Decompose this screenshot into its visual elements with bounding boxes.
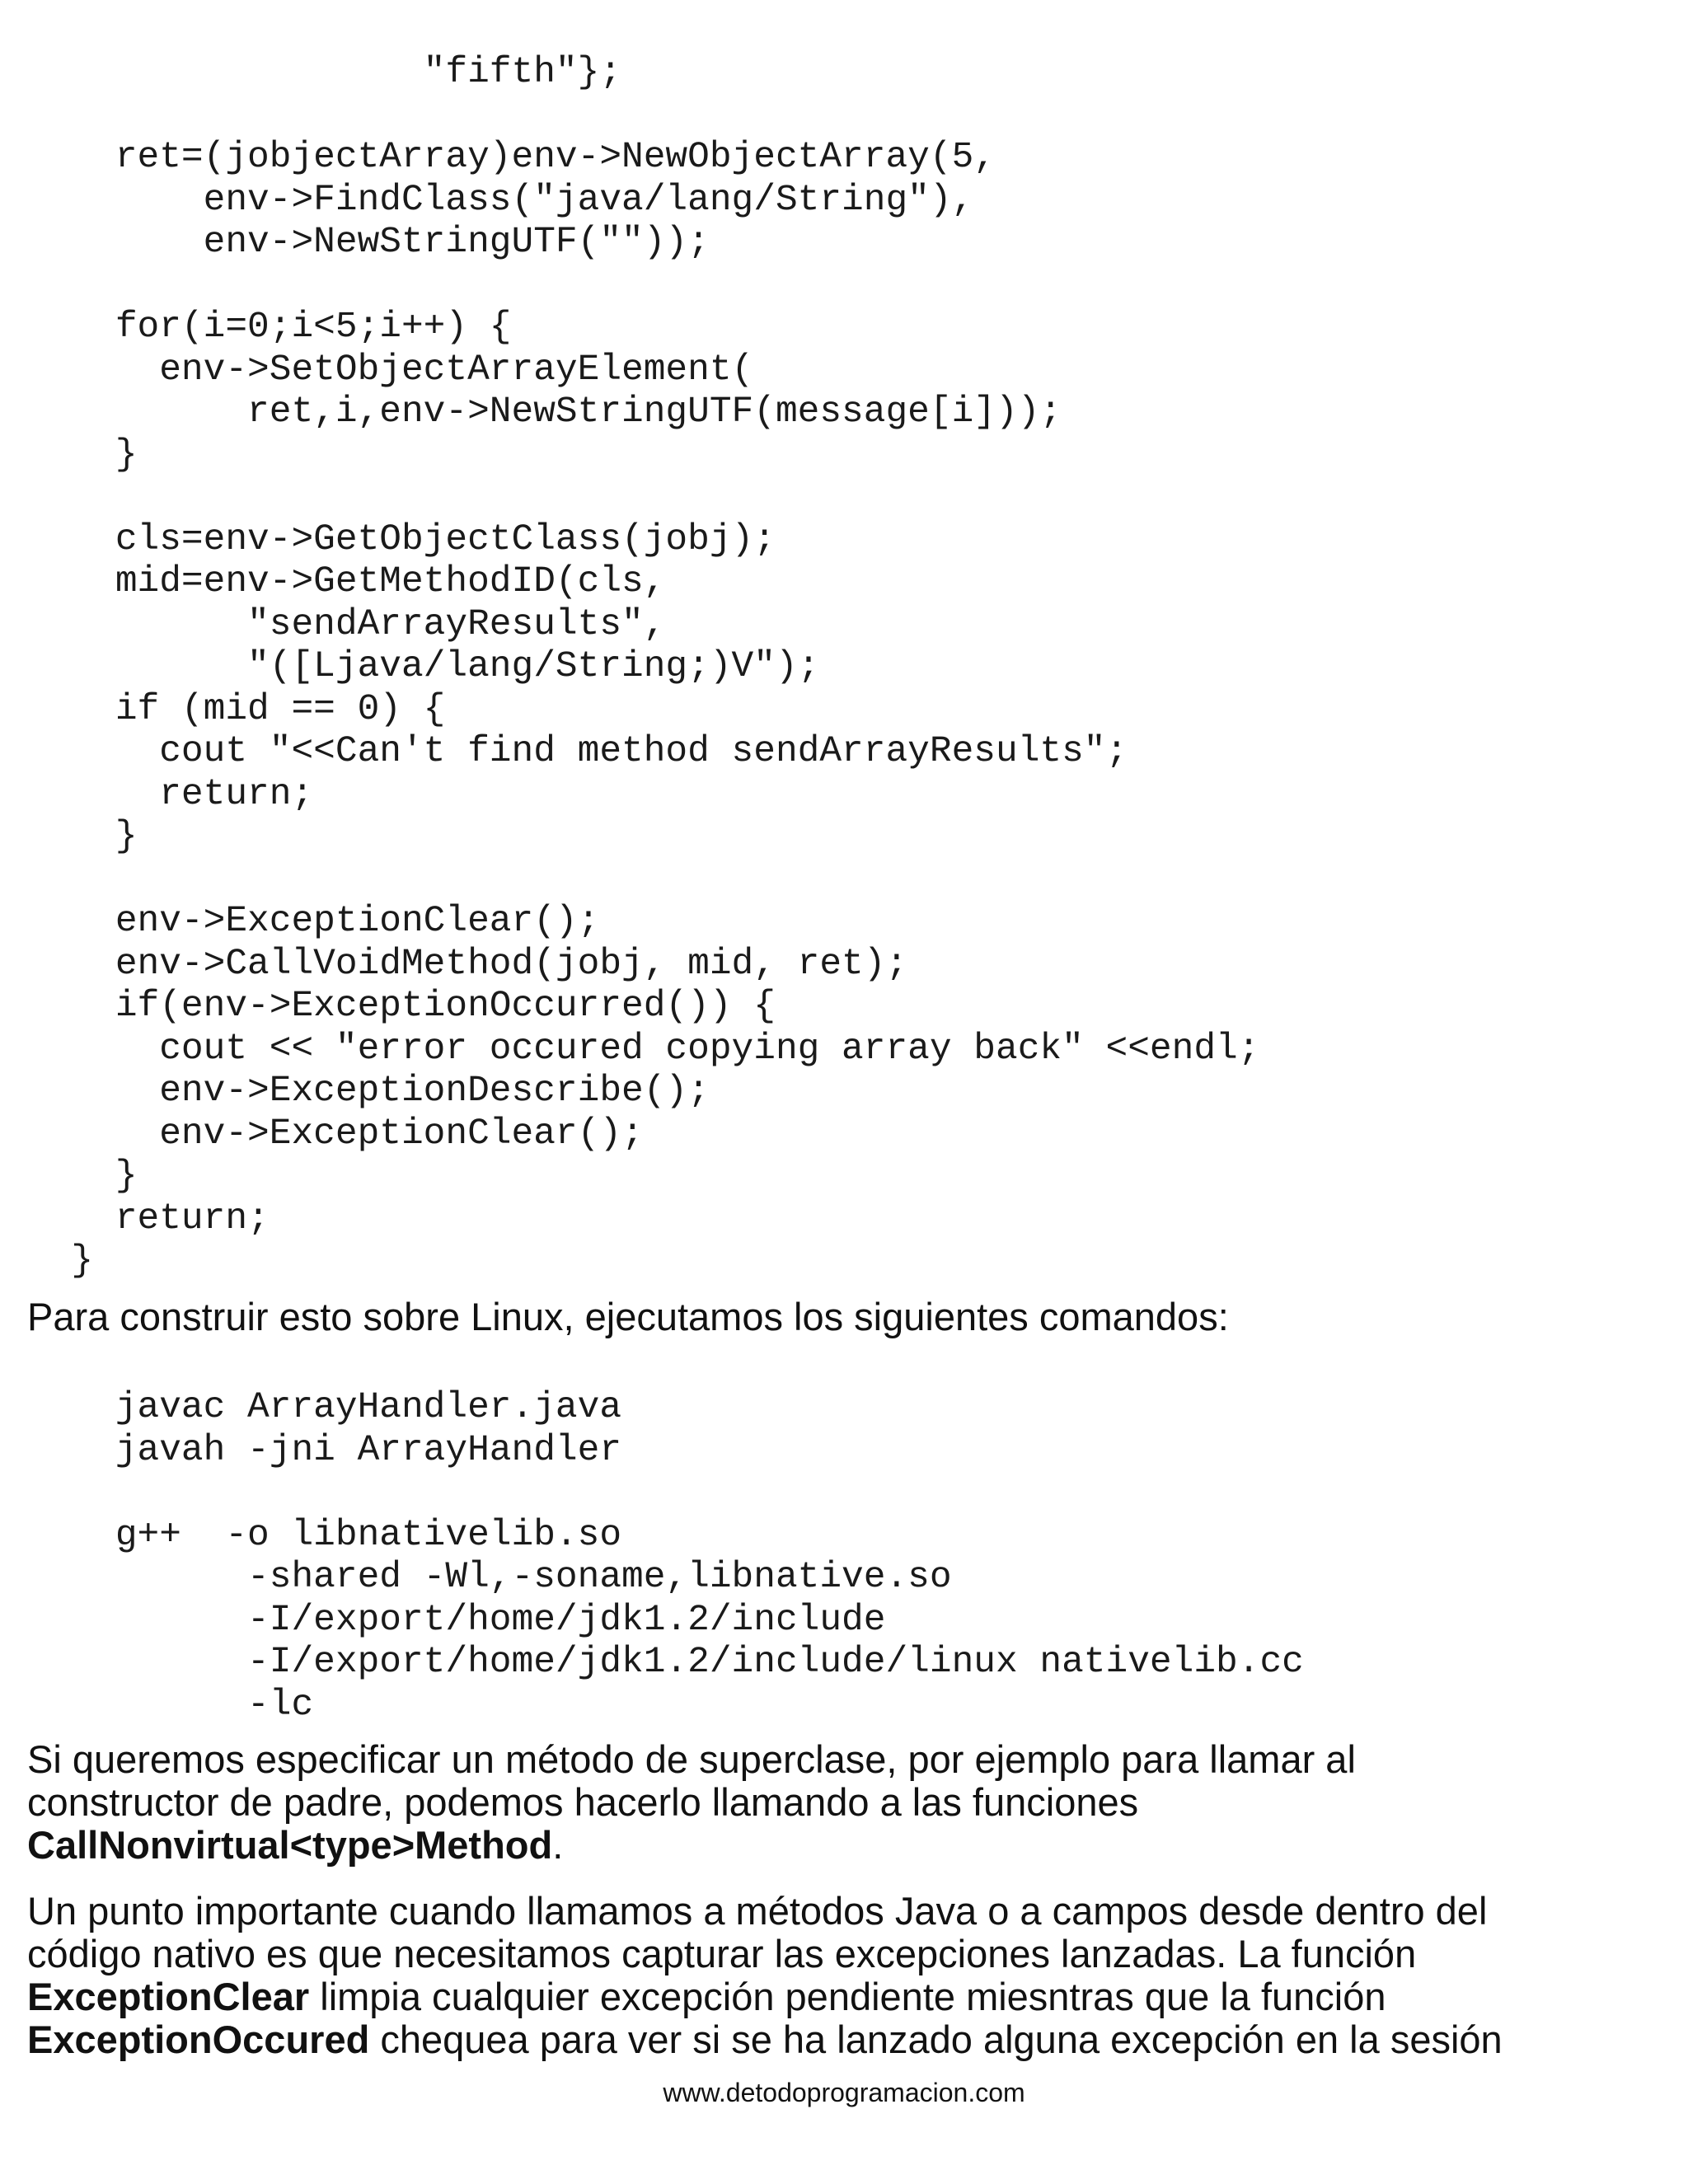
code-line [27,476,1259,519]
function-name-bold: CallNonvirtual<type>Method [27,1823,553,1867]
function-name-bold: ExceptionOccured [27,2018,370,2061]
code-line [27,95,1259,138]
code-line: env->ExceptionDescribe(); [27,1071,710,1112]
paragraph-text: limpia cualquier excepción pendiente miesntras que la función [309,1975,1386,2018]
code-line: env->ExceptionClear(); [27,1113,644,1155]
paragraph-text: . [552,1823,564,1867]
paragraph-line: constructor de padre, podemos hacerlo llamando a las funciones [27,1780,1139,1824]
code-line: env->CallVoidMethod(jobj, mid, ret); [27,943,908,985]
code-line: env->SetObjectArrayElement( [27,349,754,391]
code-line: } [27,1240,94,1282]
code-line: cls=env->GetObjectClass(jobj); [27,518,776,560]
code-line [27,1472,1304,1515]
paragraph-superclass [27,1738,1356,1867]
code-line: for(i=0;i<5;i++) { [27,307,512,348]
code-line [27,265,1259,307]
function-name-bold: ExceptionClear [27,1975,310,2018]
code-line: ret=(jobjectArray)env->NewObjectArray(5, [27,137,996,178]
code-line: "fifth"}; [27,52,622,93]
code-line: mid=env->GetMethodID(cls, [27,561,666,602]
code-line: return; [27,1197,270,1240]
paragraph-line: Si queremos especificar un método de superclase, por ejemplo para llamar al [27,1737,1356,1781]
code-block-build-commands [27,1387,1304,1727]
paragraph-line [27,1975,1503,2018]
paragraph-exceptions [27,1890,1503,2061]
code-line: -lc [27,1684,314,1726]
code-line: javac ArrayHandler.java [27,1387,622,1428]
paragraph-line: Para construir esto sobre Linux, ejecutamos los siguientes comandos: [27,1295,1229,1338]
code-line: ret,i,env->NewStringUTF(message[i])); [27,391,1062,433]
page-footer-url: www.detodoprogramacion.com [663,2078,1025,2107]
code-line: env->FindClass("java/lang/String"), [27,179,974,221]
paragraph-line: Un punto importante cuando llamamos a métodos Java o a campos desde dentro del [27,1889,1488,1933]
code-line: env->ExceptionClear(); [27,901,600,942]
code-line: if(env->ExceptionOccurred()) { [27,986,776,1027]
code-line: if (mid == 0) { [27,688,446,730]
code-block-native-method [27,52,1259,1283]
paragraph-line [27,2018,1503,2061]
code-line: "sendArrayResults", [27,603,666,645]
code-line: -I/export/home/jdk1.2/include/linux nativelib.cc [27,1642,1304,1683]
paragraph-line [27,1824,1356,1867]
code-line: cout << "error occured copying array back" <<endl; [27,1028,1260,1070]
code-line: env->NewStringUTF("")); [27,222,710,263]
code-line: g++ -o libnativelib.so [27,1514,622,1556]
code-line: } [27,816,138,857]
code-line: javah -jni ArrayHandler [27,1429,622,1471]
code-line: -shared -Wl,-soname,libnative.so [27,1557,952,1598]
paragraph-build-intro [27,1296,1229,1338]
code-line: } [27,434,138,476]
paragraph-line: código nativo es que necesitamos capturar las excepciones lanzadas. La función [27,1932,1417,1975]
code-line: cout "<<Can't find method sendArrayResults"; [27,731,1128,772]
code-line [27,859,1259,902]
code-line: } [27,1155,138,1197]
code-line: -I/export/home/jdk1.2/include [27,1599,886,1641]
code-line: return; [27,773,314,815]
code-line: "([Ljava/lang/String;)V"); [27,646,820,687]
paragraph-text: chequea para ver si se ha lanzado alguna excepción en la sesión [369,2018,1503,2061]
